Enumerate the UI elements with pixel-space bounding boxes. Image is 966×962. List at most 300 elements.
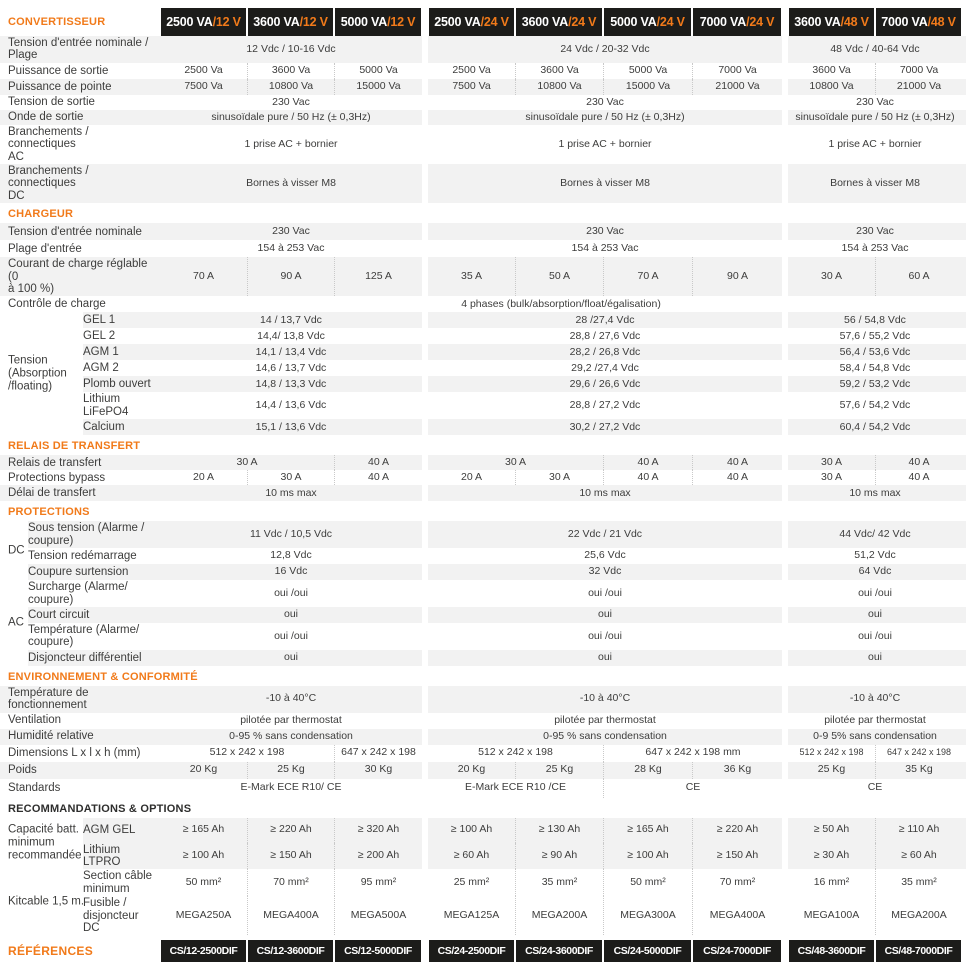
spec-value-cell: 1 prise AC + bornier [244,137,338,150]
spec-value-cell: 50 mm² [185,875,222,888]
section-label-references: RÉFÉRENCES [8,944,94,959]
spec-value-cell: 21000 Va [692,79,782,95]
model-column-header [161,8,246,36]
spec-value-cell: 14 / 13,7 Vdc [260,313,322,326]
table-row [0,79,966,95]
table-row [0,296,966,312]
spec-value-cell: 5000 Va [334,63,422,79]
spec-row-label: Température (Alarme/ coupure) [28,623,140,649]
spec-value-cell: ≥ 60 Ah [875,843,962,870]
spec-value-cell: ≥ 100 Ah [603,843,692,870]
spec-value-cell: 10800 Va [809,80,854,93]
spec-value-cell: 56 / 54,8 Vdc [844,313,906,326]
spec-value-cell: 29,2 /27,4 Vdc [571,361,639,374]
spec-row-label: Section câble minimum [83,870,153,895]
spec-value-cell: -10 à 40°C [265,692,317,705]
row-block [0,686,966,798]
table-row [0,818,966,843]
spec-value-cell: ≥ 165 Ah [603,818,692,843]
spec-value-cell: 7000 Va [692,63,782,79]
spec-value-cell: 10 ms max [579,486,631,499]
spec-value-cell: 0-95 % sans condensation [229,729,353,742]
model-voltage-label: /24 V [746,15,775,29]
spec-row-label: Tension de sortie [8,96,95,109]
reference-code: CS/24-3600DIF [516,940,602,962]
spec-value-cell: Bornes à visser M8 [830,176,920,189]
spec-value-cell: 512 x 242 x 198 [478,746,553,759]
spec-value-cell: sinusoïdale pure / 50 Hz (± 0,3Hz) [211,110,371,123]
spec-value-cell: CE [867,781,883,794]
spec-value-cell: 50 mm² [603,869,692,896]
spec-value-cell: 14,6 / 13,7 Vdc [255,361,327,374]
spec-value-cell: MEGA400A [692,896,782,935]
spec-value-cell: 14,4/ 13,8 Vdc [257,329,325,342]
model-header-row [0,8,966,36]
table-row [0,686,966,713]
spec-value-cell: oui [597,650,612,663]
spec-row-label: Poids [8,763,37,776]
spec-value-cell: 14,8 / 13,3 Vdc [255,377,327,390]
spec-value-cell: 58,4 / 54,8 Vdc [839,361,911,374]
spec-value-cell: ≥ 220 Ah [247,818,334,843]
table-row [0,223,966,240]
table-row [0,360,966,376]
spec-row-label: Ventilation [8,714,62,727]
model-power-label: 5000 VA [610,15,657,29]
row-block [0,312,966,435]
spec-value-cell: 25,6 Vdc [584,549,626,562]
spec-value-cell: MEGA200A [875,896,962,935]
spec-value-cell: 90 A [692,257,782,296]
row-group-label: Capacité batt. minimum recommandée [8,824,82,862]
spec-row-label: AGM GEL [83,823,136,836]
spec-value-cell: 230 Vac [272,224,310,237]
spec-value-cell: 24 Vdc / 20-32 Vdc [560,42,650,55]
spec-value-cell: 3600 Va [515,63,603,79]
spec-value-cell: 230 Vac [856,224,894,237]
spec-value-cell: 16 Vdc [274,565,308,578]
model-column-header [516,8,602,36]
spec-value-cell: ≥ 50 Ah [813,823,850,836]
table-row [0,548,966,564]
section-label: CHARGEUR [8,208,74,221]
spec-value-cell: MEGA500A [334,896,422,935]
reference-code: CS/48-3600DIF [789,940,874,962]
spec-value-cell: MEGA250A [175,908,232,921]
spec-value-cell: E-Mark ECE R10/ CE [240,781,342,794]
spec-value-cell: 36 Kg [692,762,782,779]
model-voltage-label: /24 V [480,15,509,29]
row-block [0,455,966,501]
table-row [0,344,966,360]
table-row [0,843,966,870]
spec-row-label: Branchements / connectiques AC [8,125,89,163]
spec-value-cell: 25 Kg [247,762,334,779]
model-voltage-label: /48 V [927,15,956,29]
table-row [0,95,966,110]
model-column-header [693,8,781,36]
spec-value-cell: 125 A [334,257,422,296]
model-column-header [248,8,333,36]
table-row [0,607,966,623]
section-label: PROTECTIONS [8,506,90,519]
table-row [0,328,966,344]
spec-value-cell: 40 A [692,455,782,470]
spec-value-cell: 10800 Va [247,79,334,95]
row-group-label: DC [8,544,25,557]
table-row [0,376,966,392]
reference-code: CS/24-7000DIF [693,940,781,962]
spec-value-cell: 1 prise AC + bornier [828,137,922,150]
spec-value-cell: ≥ 220 Ah [692,818,782,843]
model-voltage-label: /12 V [299,15,328,29]
table-row [0,623,966,650]
model-column-header [429,8,514,36]
spec-value-cell: 154 à 253 Vac [571,241,639,254]
spec-value-cell: 230 Vac [856,95,894,108]
spec-value-cell: 30 A [820,270,843,283]
spec-row-label: Température de fonctionnement [8,686,89,712]
spec-value-cell: 51,2 Vdc [854,549,896,562]
spec-row-label: Puissance de pointe [8,80,112,93]
table-row [0,650,966,666]
spec-value-cell: 25 Kg [817,763,846,776]
section-label-convertisseur: CONVERTISSEUR [8,16,106,28]
spec-row-label: Calcium [83,421,125,434]
spec-value-cell: ≥ 100 Ah [182,849,225,862]
table-row [0,36,966,63]
spec-value-cell: 28,8 / 27,6 Vdc [569,329,641,342]
spec-value-cell: 28,2 / 26,8 Vdc [569,345,641,358]
model-column-header [604,8,691,36]
spec-value-cell: 70 mm² [247,869,334,896]
spec-value-cell: 1 prise AC + bornier [558,137,652,150]
table-row [0,470,966,485]
spec-value-cell: 35 A [460,270,483,283]
spec-value-cell: ≥ 150 Ah [247,843,334,870]
spec-value-cell: oui [867,608,882,621]
row-block [0,36,966,203]
spec-value-cell: 70 mm² [692,869,782,896]
spec-value-cell: 40 A [875,470,962,485]
spec-value-cell: pilotée par thermostat [824,713,926,726]
spec-value-cell: 40 A [603,470,692,485]
spec-value-cell: 25 Kg [515,762,603,779]
row-block [0,580,966,666]
spec-value-cell: 30,2 / 27,2 Vdc [569,420,641,433]
section-label: ENVIRONNEMENT & CONFORMITÉ [8,670,198,683]
table-row [0,240,966,257]
spec-value-cell: 64 Vdc [858,565,892,578]
model-power-label: 3600 VA [794,15,841,29]
table-row [0,419,966,435]
spec-row-label: GEL 2 [83,330,116,343]
spec-value-cell: 20 Kg [457,763,486,776]
model-power-label: 2500 VA [166,15,213,29]
spec-value-cell: 2500 Va [184,64,223,77]
table-row [0,63,966,79]
spec-value-cell: 28 Kg [603,762,692,779]
model-column-header [789,8,874,36]
reference-code: CS/12-3600DIF [248,940,333,962]
table-row [0,713,966,729]
section-label: RELAIS DE TRANSFERT [8,440,141,453]
table-row [0,896,966,935]
spec-value-cell: 29,6 / 26,6 Vdc [569,377,641,390]
model-column-header [876,8,961,36]
spec-value-cell: MEGA300A [603,896,692,935]
spec-value-cell: -10 à 40°C [579,692,631,705]
table-row [0,745,966,762]
spec-value-cell: 50 A [515,257,603,296]
spec-value-cell: 20 A [192,471,215,483]
spec-value-cell: 35 mm² [515,869,603,896]
table-row [0,564,966,580]
spec-value-cell: 0-9 5% sans condensation [813,729,937,742]
spec-value-cell: MEGA100A [803,908,860,921]
spec-value-cell: sinusoïdale pure / 50 Hz (± 0,3Hz) [525,110,685,123]
spec-value-cell: 59,2 / 53,2 Vdc [839,377,911,390]
spec-value-cell: 7500 Va [452,80,491,93]
spec-value-cell: 15000 Va [334,79,422,95]
spec-value-cell: 5000 Va [603,63,692,79]
model-column-header [335,8,421,36]
reference-code: CS/48-7000DIF [876,940,961,962]
spec-row-label: Sous tension (Alarme / coupure) [28,522,145,547]
spec-value-cell: 48 Vdc / 40-64 Vdc [830,42,920,55]
spec-value-cell: 647 x 242 x 198 [334,745,422,762]
spec-value-cell: ≥ 100 Ah [450,823,493,836]
model-power-label: 3600 VA [253,15,300,29]
spec-row-label: Fusible / disjoncteur DC [83,897,139,934]
table-row [0,580,966,607]
reference-code: CS/12-2500DIF [161,940,246,962]
spec-value-cell: 10 ms max [265,486,317,499]
spec-value-cell: 512 x 242 x 198 [799,747,864,758]
spec-value-cell: 40 A [692,470,782,485]
spec-row-label: AGM 2 [83,362,119,375]
row-group-label: AC [8,616,24,629]
section-label: RECOMMANDATIONS & OPTIONS [8,802,192,815]
spec-value-cell: 12 Vdc / 10-16 Vdc [246,42,336,55]
spec-value-cell: 40 A [603,455,692,470]
spec-value-cell: 30 A [236,456,258,468]
spec-value-cell: 40 A [334,455,422,470]
row-block [0,869,966,935]
spec-value-cell: 22 Vdc / 21 Vdc [567,527,643,540]
model-voltage-label: /12 V [212,15,241,29]
table-row [0,762,966,779]
spec-value-cell: oui /oui [858,586,892,599]
spec-value-cell: 230 Vac [586,224,624,237]
spec-value-cell: 154 à 253 Vac [841,241,909,254]
table-row [0,110,966,125]
spec-value-cell: 30 A [247,470,334,485]
spec-value-cell: 70 A [192,270,215,283]
spec-value-cell: 3600 Va [247,63,334,79]
reference-code: CS/24-5000DIF [604,940,691,962]
spec-value-cell: 2500 Va [452,64,491,77]
model-voltage-label: /12 V [387,15,416,29]
spec-value-cell: 35 Kg [875,762,962,779]
spec-value-cell: MEGA125A [443,908,500,921]
spec-row-label: Relais de transfert [8,456,102,469]
spec-value-cell: 28 /27,4 Vdc [575,313,635,326]
spec-value-cell: 14,1 / 13,4 Vdc [255,345,327,358]
spec-value-cell: 7000 Va [875,63,962,79]
spec-row-label: Tension d'entrée nominale / Plage [8,37,149,62]
spec-value-cell: ≥ 90 Ah [515,843,603,870]
spec-row-label: Contrôle de charge [8,298,106,311]
spec-row-label: Plage d'entrée [8,242,82,255]
spec-value-cell: ≥ 200 Ah [334,843,422,870]
spec-value-cell: oui [867,650,882,663]
spec-row-label: Délai de transfert [8,487,96,500]
table-row [0,257,966,296]
spec-value-cell: 15,1 / 13,6 Vdc [255,420,327,433]
spec-row-label: Onde de sortie [8,111,84,124]
table-row [0,869,966,896]
table-row [0,125,966,164]
model-power-label: 5000 VA [340,15,388,29]
spec-row-label: AGM 1 [83,346,119,359]
spec-value-cell: 30 A [504,456,527,468]
spec-value-cell: -10 à 40°C [849,692,901,705]
spec-value-cell: 7500 Va [184,80,223,93]
spec-value-cell: 0-95 % sans condensation [543,729,667,742]
spec-value-cell: 25 mm² [453,875,490,888]
spec-value-cell: 35 mm² [875,869,962,896]
row-group-label: Kitcable 1,5 m. [8,895,85,908]
model-power-label: 7000 VA [881,15,928,29]
spec-value-cell: 56,4 / 53,6 Vdc [839,345,911,358]
spec-row-label: Tension d'entrée nominale [8,225,142,238]
spec-value-cell: pilotée par thermostat [240,713,342,726]
model-power-label: 7000 VA [699,15,747,29]
spec-value-cell: 11 Vdc / 10,5 Vdc [249,527,333,540]
row-block [0,223,966,312]
spec-value-cell: 95 mm² [334,869,422,896]
spec-value-cell: MEGA400A [247,896,334,935]
spec-value-cell: ≥ 60 Ah [453,849,490,862]
spec-value-cell: oui /oui [274,629,308,642]
spec-value-cell: 60,4 / 54,2 Vdc [839,420,911,433]
spec-value-cell: 70 A [603,257,692,296]
spec-value-cell: oui /oui [858,629,892,642]
spec-value-cell: 230 Vac [272,95,310,108]
reference-code: CS/24-2500DIF [429,940,514,962]
spec-value-cell: ≥ 110 Ah [875,818,962,843]
model-voltage-label: /48 V [840,15,869,29]
spec-value-cell: 15000 Va [603,79,692,95]
spec-value-cell: 4 phases (bulk/absorption/float/égalisation) [461,297,661,310]
spec-value-cell: 647 x 242 x 198 mm [603,745,782,762]
table-row [0,392,966,419]
spec-value-cell: oui /oui [588,586,622,599]
spec-value-cell: ≥ 150 Ah [692,843,782,870]
spec-value-cell: 20 A [460,471,483,483]
spec-value-cell: MEGA200A [515,896,603,935]
table-row [0,485,966,501]
spec-value-cell: oui [283,650,298,663]
table-row [0,779,966,798]
spec-value-cell: 3600 Va [812,64,851,77]
spec-value-cell: 230 Vac [586,95,624,108]
spec-row-label: Puissance de sortie [8,64,109,77]
spec-value-cell: 40 A [334,470,422,485]
spec-value-cell: 512 x 242 x 198 [209,746,285,759]
spec-value-cell: ≥ 165 Ah [182,823,225,836]
spec-value-cell: 14,4 / 13,6 Vdc [255,399,327,412]
spec-value-cell: 30 Kg [334,762,422,779]
spec-row-label: Lithium LiFePO4 [83,393,129,418]
table-row [0,521,966,548]
spec-value-cell: Bornes à visser M8 [246,176,336,189]
spec-value-cell: E-Mark ECE R10 /CE [465,781,566,794]
spec-value-cell: ≥ 320 Ah [334,818,422,843]
spec-value-cell: 28,8 / 27,2 Vdc [569,399,641,412]
spec-value-cell: 30 A [820,471,843,483]
spec-value-cell: 647 x 242 x 198 [875,745,962,762]
model-power-label: 2500 VA [434,15,481,29]
spec-value-cell: 16 mm² [813,875,850,888]
spec-value-cell: ≥ 130 Ah [515,818,603,843]
row-group-label: Tension (Absorption /floating) [8,354,67,393]
spec-row-label: Coupure surtension [28,565,129,578]
table-row [0,164,966,203]
spec-value-cell: 20 Kg [189,763,218,776]
references-row [0,940,966,962]
spec-value-cell: oui [283,608,298,621]
spec-row-label: Humidité relative [8,730,94,743]
spec-row-label: Surcharge (Alarme/ coupure) [28,581,128,606]
spec-value-cell: 154 à 253 Vac [257,241,325,254]
spec-row-label: Court circuit [28,608,90,621]
spec-value-cell: oui /oui [588,629,622,642]
spec-row-label: Protections bypass [8,471,106,484]
spec-value-cell: sinusoïdale pure / 50 Hz (± 0,3Hz) [795,110,955,123]
spec-row-label: Courant de charge réglable (0 à 100 %) [8,258,148,296]
spec-value-cell: 60 A [875,257,962,296]
table-row [0,729,966,745]
model-power-label: 3600 VA [521,15,569,29]
spec-value-cell: oui [597,608,612,621]
spec-row-label: Tension redémarrage [28,549,137,562]
table-row [0,455,966,470]
model-voltage-label: /24 V [656,15,685,29]
spec-value-cell: oui /oui [274,586,308,599]
spec-row-label: Disjoncteur différentiel [28,651,142,664]
spec-value-cell: 57,6 / 55,2 Vdc [839,329,911,342]
spec-value-cell: 10800 Va [515,79,603,95]
spec-value-cell: 30 A [515,470,603,485]
spec-row-label: Standards [8,781,61,794]
row-block [0,521,966,580]
model-voltage-label: /24 V [568,15,597,29]
spec-value-cell: 12,8 Vdc [270,549,312,562]
spec-value-cell: pilotée par thermostat [554,713,656,726]
table-row [0,312,966,328]
spec-row-label: Lithium LTPRO [83,843,121,868]
spec-row-label: GEL 1 [83,314,116,327]
spec-value-cell: 32 Vdc [588,565,622,578]
spec-row-label: Dimensions L x l x h (mm) [8,746,141,759]
row-block [0,818,966,870]
reference-code: CS/12-5000DIF [335,940,421,962]
spec-value-cell: 90 A [247,257,334,296]
spec-value-cell: ≥ 30 Ah [813,849,850,862]
spec-row-label: Branchements / connectiques DC [8,165,89,202]
